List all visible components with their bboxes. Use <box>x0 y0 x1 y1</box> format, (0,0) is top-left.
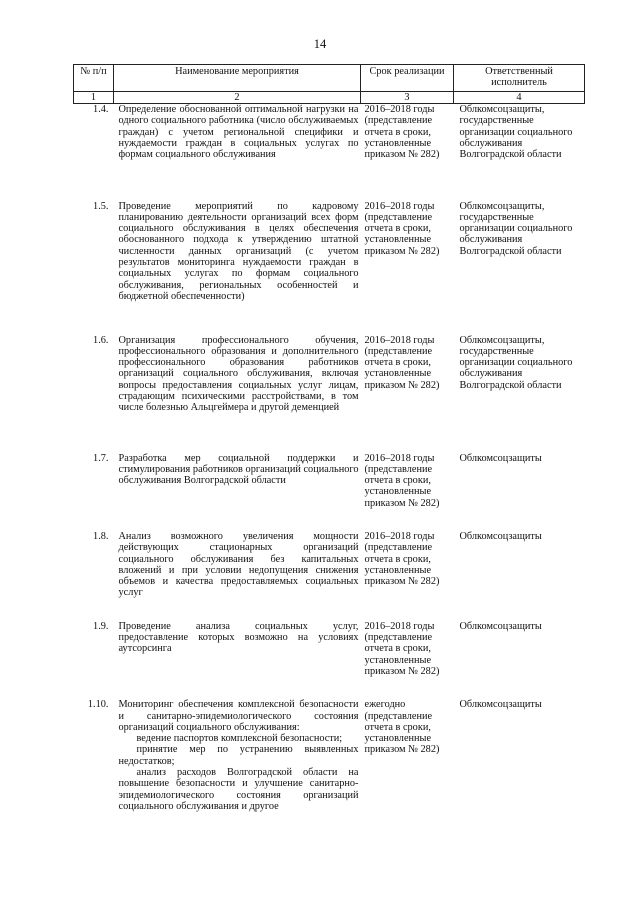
table-header-row <box>74 65 585 92</box>
table-row <box>74 531 585 621</box>
row-number: 1.10. <box>87 699 109 711</box>
measure-term: 2016–2018 годы (представление отчета в сроки, установленные приказом № 282) <box>364 334 440 391</box>
measure-subitem: принятие мер по устранению выявленных недостатков; <box>118 744 359 767</box>
header-term: Срок реализации <box>361 65 454 92</box>
column-number-row <box>74 92 585 104</box>
table-row <box>74 335 585 453</box>
measure-term: ежегодно (представление отчета в сроки, установленные приказом № 282) <box>364 699 440 756</box>
measure-executor: Облкомсоцзащиты, государственные организации социального обслуживания Волгоградской области <box>459 334 573 391</box>
row-number: 1.9. <box>93 620 109 632</box>
measures-table <box>73 64 585 834</box>
measure-executor: Облкомсоцзащиты, государственные организации социального обслуживания Волгоградской области <box>459 200 573 257</box>
measure-term: 2016–2018 годы (представление отчета в сроки, установленные приказом № 282) <box>364 452 440 509</box>
measure-subitem: ведение паспортов комплексной безопасности; <box>136 733 343 745</box>
measure-name: Проведение анализа социальных услуг, предоставление которых возможно на условиях аутсорсинга <box>118 620 359 655</box>
measure-term: 2016–2018 годы (представление отчета в сроки, установленные приказом № 282) <box>364 620 440 677</box>
measure-name: Проведение мероприятий по кадровому планированию деятельности организаций всех форм социального обслуживания в целях обеспечения обоснованного подхода к утверждению штатной численности данных организаций (с учетом результатов мониторинга нуждаемости граждан в социальных услугах по формам социального обслуживания, региональных особенностей и бюджетной обеспеченности) <box>118 200 359 302</box>
column-number: 1 <box>74 92 114 104</box>
page-number: 14 <box>313 37 327 51</box>
measure-executor: Облкомсоцзащиты <box>459 530 542 542</box>
measure-subitem: анализ расходов Волгоградской области на повышение безопасности и улучшение санитарно-эпидемиологического состояния организаций социального обслуживания и другое <box>118 767 359 812</box>
measure-term: 2016–2018 годы (представление отчета в сроки, установленные приказом № 282) <box>364 104 440 161</box>
table-row <box>74 621 585 699</box>
measure-intro: Мониторинг обеспечения комплексной безопасности и санитарно-эпидемиологического состояния организаций социального обслуживания: <box>118 699 359 733</box>
row-number: 1.4. <box>93 104 109 115</box>
measure-name <box>114 699 361 834</box>
table-row <box>74 104 585 201</box>
table-row <box>74 453 585 531</box>
measure-name: Анализ возможного увеличения мощности действующих стационарных организаций социального обслуживания без капитальных вложений и при условии недопущения снижения объемов и качества предоставляемых социальных услуг <box>118 530 359 599</box>
measure-name: Разработка мер социальной поддержки и стимулирования работников организаций социального обслуживания Волгоградской области <box>118 452 359 487</box>
row-number: 1.6. <box>93 334 109 346</box>
column-number: 4 <box>454 92 585 104</box>
measure-executor: Облкомсоцзащиты, государственные организации социального обслуживания Волгоградской области <box>459 104 573 161</box>
row-number: 1.8. <box>93 530 109 542</box>
table-row <box>74 699 585 834</box>
row-number: 1.7. <box>93 452 109 464</box>
header-num: № п/п <box>74 65 114 92</box>
column-number: 3 <box>361 92 454 104</box>
row-number: 1.5. <box>93 200 109 212</box>
measure-executor: Облкомсоцзащиты <box>459 620 542 632</box>
table-row <box>74 201 585 335</box>
header-executor: Ответственный исполнитель <box>454 65 585 92</box>
measure-term: 2016–2018 годы (представление отчета в сроки, установленные приказом № 282) <box>364 530 440 588</box>
measure-name: Определение обоснованной оптимальной нагрузки на одного социального работника (число обслуживаемых граждан) с учетом региональной специфики и нуждаемости граждан в социальных услугах по формам социального обслуживания <box>118 104 359 161</box>
header-name: Наименование мероприятия <box>114 65 361 92</box>
measure-term: 2016–2018 годы (представление отчета в сроки, установленные приказом № 282) <box>364 200 440 257</box>
measure-executor: Облкомсоцзащиты <box>459 699 542 711</box>
measure-executor: Облкомсоцзащиты <box>459 452 542 464</box>
measure-name: Организация профессионального обучения, профессионального образования и дополнительного профессионального образования работников организаций социального обслуживания, включая вопросы предоставления социальных услуг лицам, страдающим психическими расстройствами, в том числе болезнью Альцгеймера и другой деменцией <box>118 334 359 414</box>
column-number: 2 <box>114 92 361 104</box>
